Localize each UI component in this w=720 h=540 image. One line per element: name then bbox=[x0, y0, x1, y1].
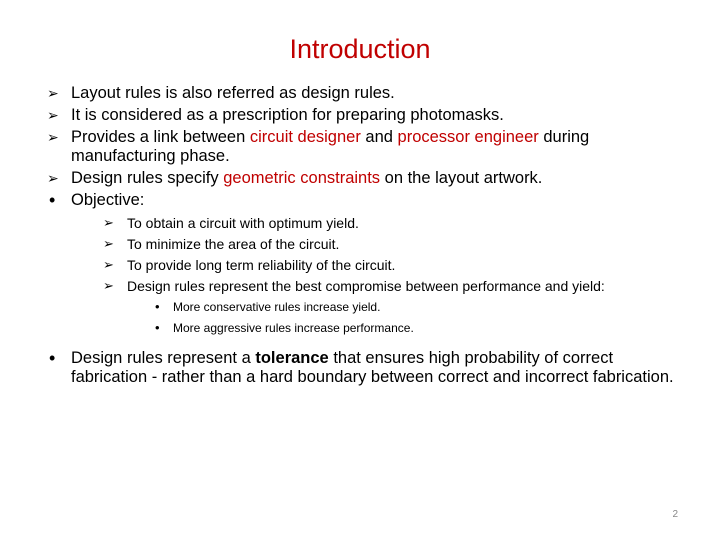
bullet-item bbox=[47, 191, 687, 337]
page-number: 2 bbox=[672, 509, 678, 520]
highlight-text: circuit designer bbox=[249, 128, 361, 146]
bullet-item bbox=[47, 84, 687, 103]
bullet-text: and bbox=[360, 128, 398, 146]
arrow-bullet-icon: ➢ bbox=[103, 278, 114, 293]
bullet-text: Provides a link between bbox=[71, 128, 250, 146]
objective-item bbox=[103, 256, 687, 274]
bullet-item bbox=[47, 128, 687, 166]
dot-bullet-icon: • bbox=[49, 348, 56, 368]
bullet-text: on the layout artwork. bbox=[380, 169, 543, 187]
bullet-text: that ensures high probability of correct fabrication - rather than a hard boundary between correct and incorrect fabrication. bbox=[71, 349, 674, 386]
bullet-text: Design rules represent a bbox=[71, 349, 256, 367]
arrow-bullet-icon: ➢ bbox=[47, 170, 59, 186]
arrow-bullet-icon: ➢ bbox=[103, 257, 114, 272]
objective-text: To minimize the area of the circuit. bbox=[127, 236, 340, 252]
arrow-bullet-icon: ➢ bbox=[47, 129, 59, 145]
sub-list bbox=[155, 298, 687, 337]
objective-text: To obtain a circuit with optimum yield. bbox=[127, 215, 359, 231]
sub-item bbox=[155, 319, 687, 337]
arrow-bullet-icon: ➢ bbox=[47, 107, 59, 123]
dot-bullet-icon: • bbox=[155, 299, 160, 314]
bullet-item bbox=[47, 169, 687, 188]
objective-item bbox=[103, 235, 687, 253]
bullet-list bbox=[47, 84, 687, 390]
bold-text: tolerance bbox=[255, 349, 329, 367]
objective-list bbox=[103, 214, 687, 337]
bullet-text: It is considered as a prescription for preparing photomasks. bbox=[71, 106, 504, 124]
slide-title: Introduction bbox=[289, 34, 431, 64]
bullet-item bbox=[47, 106, 687, 125]
objective-text: Design rules represent the best compromise between performance and yield: bbox=[127, 278, 605, 294]
sub-text: More aggressive rules increase performance. bbox=[173, 321, 414, 335]
bullet-text: Design rules specify bbox=[71, 169, 224, 187]
bullet-text: Layout rules is also referred as design rules. bbox=[71, 84, 395, 102]
objective-item bbox=[103, 277, 687, 337]
arrow-bullet-icon: ➢ bbox=[103, 215, 114, 230]
dot-bullet-icon: • bbox=[155, 320, 160, 335]
objective-item bbox=[103, 214, 687, 232]
sub-text: More conservative rules increase yield. bbox=[173, 300, 381, 314]
bullet-item bbox=[47, 349, 687, 387]
bullet-text: during manufacturing phase. bbox=[71, 128, 590, 165]
objective-text: To provide long term reliability of the circuit. bbox=[127, 257, 396, 273]
highlight-text: geometric constraints bbox=[223, 169, 381, 187]
dot-bullet-icon: • bbox=[49, 190, 56, 210]
arrow-bullet-icon: ➢ bbox=[47, 85, 59, 101]
sub-item bbox=[155, 298, 687, 316]
arrow-bullet-icon: ➢ bbox=[103, 236, 114, 251]
highlight-text: processor engineer bbox=[397, 128, 539, 146]
bullet-text: Objective: bbox=[71, 191, 145, 209]
